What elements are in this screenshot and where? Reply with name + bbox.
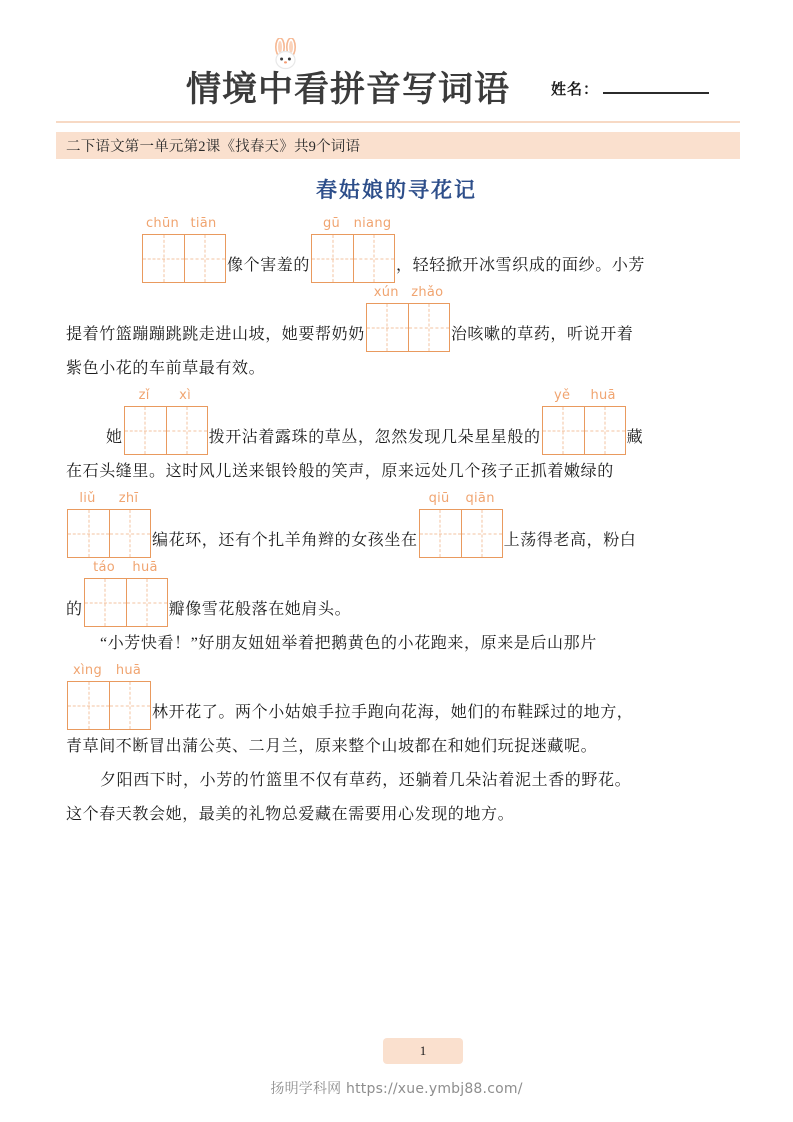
sentence-text: 她 xyxy=(106,429,123,446)
text-line xyxy=(66,730,734,764)
sentence-text: 藏 xyxy=(626,429,644,446)
tianzige-cell[interactable] xyxy=(461,510,502,557)
sentence-text: “小芳快看！”好朋友妞妞举着把鹅黄色的小花跑来，原来是后山那片 xyxy=(100,635,597,652)
tianzige-grid[interactable] xyxy=(419,509,503,558)
tianzige-cell[interactable] xyxy=(68,510,109,557)
text-line xyxy=(66,214,734,283)
lesson-banner xyxy=(56,132,740,159)
sentence-text: 拨开沾着露珠的草丛，忽然发现几朵星星般的 xyxy=(208,429,541,446)
pinyin-label: niang xyxy=(353,216,392,231)
pinyin-answer-box[interactable] xyxy=(124,386,208,455)
sentence-text: 在石头缝里。这时风儿送来银铃般的笑声，原来远处几个孩子正抓着嫩绿的 xyxy=(66,463,614,480)
page-number-badge: 1 xyxy=(383,1038,463,1064)
pinyin-label: zhī xyxy=(118,491,139,506)
pinyin-row xyxy=(67,661,151,681)
tianzige-cell[interactable] xyxy=(353,235,394,282)
sentence-text: 的 xyxy=(66,601,83,618)
tianzige-cell[interactable] xyxy=(408,304,449,351)
pinyin-label: zhǎo xyxy=(411,285,444,300)
sentence-text: 编花环，还有个扎羊角辫的女孩坐在 xyxy=(152,532,418,549)
tianzige-cell[interactable] xyxy=(166,407,207,454)
sentence-text: 治咳嗽的草药，听说开着 xyxy=(450,326,634,343)
pinyin-answer-box[interactable] xyxy=(67,489,151,558)
pinyin-label: huā xyxy=(590,388,616,403)
pinyin-row xyxy=(67,489,151,509)
pinyin-answer-box[interactable] xyxy=(67,661,151,730)
tianzige-cell[interactable] xyxy=(125,407,166,454)
worksheet-body xyxy=(66,214,734,832)
text-line xyxy=(66,798,734,832)
student-name-field[interactable] xyxy=(551,78,709,99)
sentence-text: 提着竹篮蹦蹦跳跳走进山坡，她要帮奶奶 xyxy=(66,326,365,343)
sentence-text: 这个春天教会她，最美的礼物总爱藏在需要用心发现的地方。 xyxy=(66,806,515,823)
tianzige-grid[interactable] xyxy=(142,234,226,283)
text-line xyxy=(66,283,734,352)
pinyin-label: táo xyxy=(93,560,116,575)
student-name-label: 姓名： xyxy=(551,82,600,98)
tianzige-grid[interactable] xyxy=(124,406,208,455)
pinyin-label: yě xyxy=(553,388,571,403)
tianzige-cell[interactable] xyxy=(126,579,167,626)
pinyin-row xyxy=(542,386,626,406)
pinyin-label: qiān xyxy=(465,491,495,506)
pinyin-answer-box[interactable] xyxy=(142,214,226,283)
tianzige-cell[interactable] xyxy=(367,304,408,351)
story-title: 春姑娘的寻花记 xyxy=(316,178,477,202)
tianzige-cell[interactable] xyxy=(85,579,126,626)
worksheet-logo xyxy=(186,44,510,108)
pinyin-label: xìng xyxy=(73,663,102,678)
text-line xyxy=(66,558,734,627)
pinyin-label: xún xyxy=(373,285,399,300)
tianzige-grid[interactable] xyxy=(542,406,626,455)
pinyin-row xyxy=(419,489,503,509)
header-divider xyxy=(56,121,740,123)
tianzige-cell[interactable] xyxy=(420,510,461,557)
watermark-text: 扬明学科网 https://xue.ymbj88.com/ xyxy=(270,1081,523,1097)
pinyin-answer-box[interactable] xyxy=(84,558,168,627)
sentence-text: 瓣像雪花般落在她肩头。 xyxy=(168,601,352,618)
pinyin-label: huā xyxy=(132,560,158,575)
pinyin-label: huā xyxy=(115,663,142,678)
pinyin-row xyxy=(84,558,168,578)
tianzige-grid[interactable] xyxy=(311,234,395,283)
pinyin-label: qiū xyxy=(428,491,450,506)
sentence-text: 林开花了。两个小姑娘手拉手跑向花海，她们的布鞋踩过的地方， xyxy=(152,704,634,721)
tianzige-grid[interactable] xyxy=(84,578,168,627)
pinyin-row xyxy=(311,214,395,234)
rabbit-icon xyxy=(269,38,303,72)
pinyin-label: gū xyxy=(322,216,341,231)
sentence-text: 青草间不断冒出蒲公英、二月兰，原来整个山坡都在和她们玩捉迷藏呢。 xyxy=(66,738,598,755)
text-line xyxy=(66,352,734,386)
text-line xyxy=(66,764,734,798)
pinyin-answer-box[interactable] xyxy=(419,489,503,558)
tianzige-cell[interactable] xyxy=(312,235,353,282)
sentence-text: 像个害羞的 xyxy=(227,257,311,274)
sentence-text: ，轻轻掀开冰雪织成的面纱。小芳 xyxy=(396,257,646,274)
pinyin-row xyxy=(366,283,450,303)
text-line xyxy=(66,386,734,455)
pinyin-row xyxy=(124,386,208,406)
tianzige-grid[interactable] xyxy=(67,681,151,730)
tianzige-cell[interactable] xyxy=(584,407,625,454)
tianzige-cell[interactable] xyxy=(68,682,109,729)
sentence-text: 夕阳西下时，小芳的竹篮里不仅有草药，还躺着几朵沾着泥土香的野花。 xyxy=(100,772,632,789)
tianzige-cell[interactable] xyxy=(543,407,584,454)
pinyin-answer-box[interactable] xyxy=(311,214,395,283)
sentence-text: 上荡得老高，粉白 xyxy=(503,532,637,549)
pinyin-label: chūn xyxy=(145,216,180,231)
text-line xyxy=(66,627,734,661)
lesson-banner-text: 二下语文第一单元第2课《找春天》共9个词语 xyxy=(66,139,361,155)
text-line xyxy=(66,455,734,489)
pinyin-label: liǔ xyxy=(79,491,96,506)
text-line xyxy=(66,661,734,730)
pinyin-answer-box[interactable] xyxy=(542,386,626,455)
tianzige-cell[interactable] xyxy=(109,682,150,729)
pinyin-row xyxy=(142,214,226,234)
pinyin-label: zǐ xyxy=(138,388,150,403)
page-header xyxy=(0,44,793,116)
tianzige-cell[interactable] xyxy=(184,235,225,282)
tianzige-cell[interactable] xyxy=(109,510,150,557)
logo-title-text: 情境中看拼音写词语 xyxy=(186,70,511,110)
tianzige-cell[interactable] xyxy=(143,235,184,282)
text-line xyxy=(66,489,734,558)
pinyin-label: tiān xyxy=(190,216,217,231)
student-name-input[interactable] xyxy=(603,78,709,94)
sentence-text: 紫色小花的车前草最有效。 xyxy=(66,360,266,377)
pinyin-label: xì xyxy=(179,388,192,403)
tianzige-grid[interactable] xyxy=(366,303,450,352)
pinyin-answer-box[interactable] xyxy=(366,283,450,352)
tianzige-grid[interactable] xyxy=(67,509,151,558)
